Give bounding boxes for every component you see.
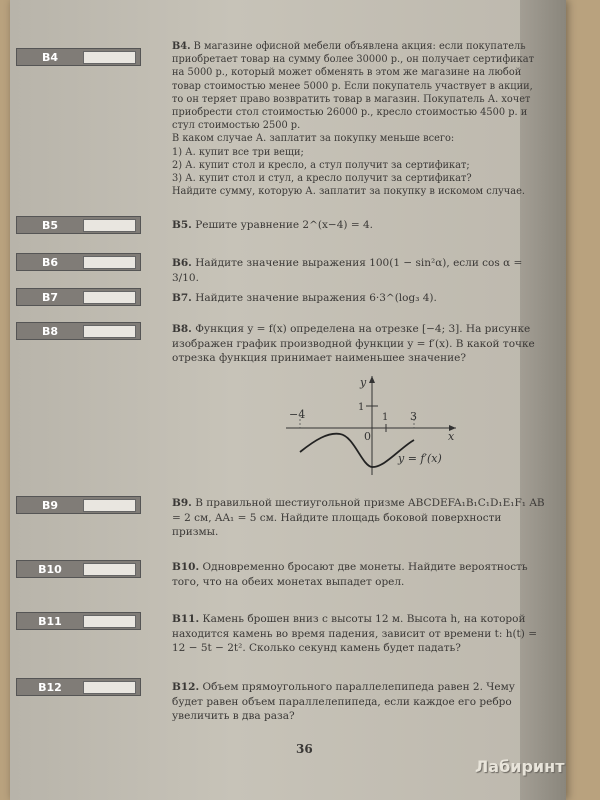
label-code: B4 <box>41 50 59 64</box>
answer-box[interactable] <box>83 615 136 628</box>
answer-box[interactable] <box>83 499 136 512</box>
option-2: 2) А. купит стол и кресло, а стул получит за сертификат; <box>172 159 470 171</box>
option-3: 3) А. купит стол и стул, а кресло получит за сертификат? <box>172 173 472 185</box>
problem-b9 <box>172 496 547 540</box>
derivative-curve <box>300 434 414 467</box>
answer-box[interactable] <box>83 256 136 269</box>
problem-question: В каком случае А. заплатит за покупку меньше всего: <box>172 133 455 145</box>
problem-b10 <box>172 560 547 589</box>
problem-text: Объем прямоугольного параллелепипеда равен 2. Чему будет равен объем параллелепипеда, если каждое его ребро увеличить в два раза? <box>172 681 515 722</box>
problem-text: Камень брошен вниз с высоты 12 м. Высота h, на которой находится камень во время падения, зависит от времени t: h(t) = 12 − 5t − 2t². Сколько секунд камень будет падать? <box>172 613 538 654</box>
answer-label-b8 <box>16 322 141 340</box>
problem-number: B11. <box>172 613 200 625</box>
answer-label-b5 <box>16 216 141 234</box>
problem-b12 <box>172 680 547 724</box>
problem-number: B8. <box>172 323 192 335</box>
page-number: 36 <box>296 742 313 756</box>
tick-label-1x: 1 <box>382 412 389 423</box>
y-axis-label: y <box>360 376 367 389</box>
problem-b8 <box>172 322 547 366</box>
problem-text: Найдите значение выражения 100(1 − sin²α), если cos α = 3/10. <box>172 257 523 284</box>
answer-label-b9 <box>16 496 141 514</box>
problem-b11 <box>172 612 547 656</box>
origin-label: 0 <box>364 430 371 443</box>
problem-text: Функция y = f(x) определена на отрезке [−4; 3]. На рисунке изображен график производной функции y = f′(x). В какой точке отрезка функция принимает наименьшее значение? <box>172 323 535 364</box>
y-axis-arrow <box>369 376 375 383</box>
answer-box[interactable] <box>83 291 136 304</box>
watermark: Лабиринт <box>475 757 565 776</box>
problem-number: B9. <box>172 497 192 509</box>
derivative-graph <box>280 370 470 480</box>
option-1: 1) А. купит все три вещи; <box>172 146 304 158</box>
label-code: B9 <box>41 498 59 512</box>
answer-box[interactable] <box>83 325 136 338</box>
problem-tail: Найдите сумму, которую А. заплатит за покупку в искомом случае. <box>172 186 525 198</box>
problem-number: B10. <box>172 561 200 573</box>
label-code: B10 <box>38 562 62 576</box>
problem-number: B4. <box>172 41 191 52</box>
problem-text: Найдите значение выражения 6·3^(log₃ 4). <box>195 292 437 304</box>
answer-box[interactable] <box>83 563 136 576</box>
label-code: B8 <box>41 324 59 338</box>
answer-label-b7 <box>16 288 141 306</box>
answer-label-b10 <box>16 560 141 578</box>
problem-b6 <box>172 256 547 285</box>
problem-b4 <box>172 40 547 198</box>
label-code: B5 <box>41 218 59 232</box>
curve-label: y = f′(x) <box>398 452 442 465</box>
problem-number: B12. <box>172 681 200 693</box>
answer-label-b4 <box>16 48 141 66</box>
answer-box[interactable] <box>83 51 136 64</box>
tick-label-minus4: −4 <box>289 408 306 421</box>
problem-text: В правильной шестиугольной призме ABCDEFA₁B₁C₁D₁E₁F₁ AB = 2 см, AA₁ = 5 см. Найдите площадь боковой поверхности призмы. <box>172 497 545 538</box>
tick-label-3: 3 <box>410 410 417 423</box>
problem-text: Одновременно бросают две монеты. Найдите вероятность того, что на обеих монетах выпадет орел. <box>172 561 528 588</box>
label-code: B11 <box>38 614 62 628</box>
answer-label-b11 <box>16 612 141 630</box>
x-axis-label: x <box>448 430 455 443</box>
problem-b5 <box>172 218 547 233</box>
problem-text: Решите уравнение 2^(x−4) = 4. <box>195 219 373 231</box>
answer-box[interactable] <box>83 219 136 232</box>
problem-b7 <box>172 291 547 306</box>
answer-box[interactable] <box>83 681 136 694</box>
problem-number: B7. <box>172 292 192 304</box>
answer-label-b6 <box>16 253 141 271</box>
problem-number: B5. <box>172 219 192 231</box>
tick-label-1y: 1 <box>358 402 365 413</box>
label-code: B6 <box>41 255 59 269</box>
problem-text: В магазине офисной мебели объявлена акция: если покупатель приобретает товар на сумму более 30000 р., он получает сертификат на 5000 р., который может обменять в этом же магазине на любой товар стоимостью менее 5000 р. Если покупатель участвует в акции, то он теряет право возвратить товар в магазин. Покупатель А. хочет приобрести стол стоимостью 26000 р., кресло стоимостью 4500 р. и стул стоимостью 2500 р. <box>172 41 535 132</box>
label-code: B7 <box>41 290 59 304</box>
answer-label-b12 <box>16 678 141 696</box>
label-code: B12 <box>38 680 62 694</box>
problem-number: B6. <box>172 257 192 269</box>
